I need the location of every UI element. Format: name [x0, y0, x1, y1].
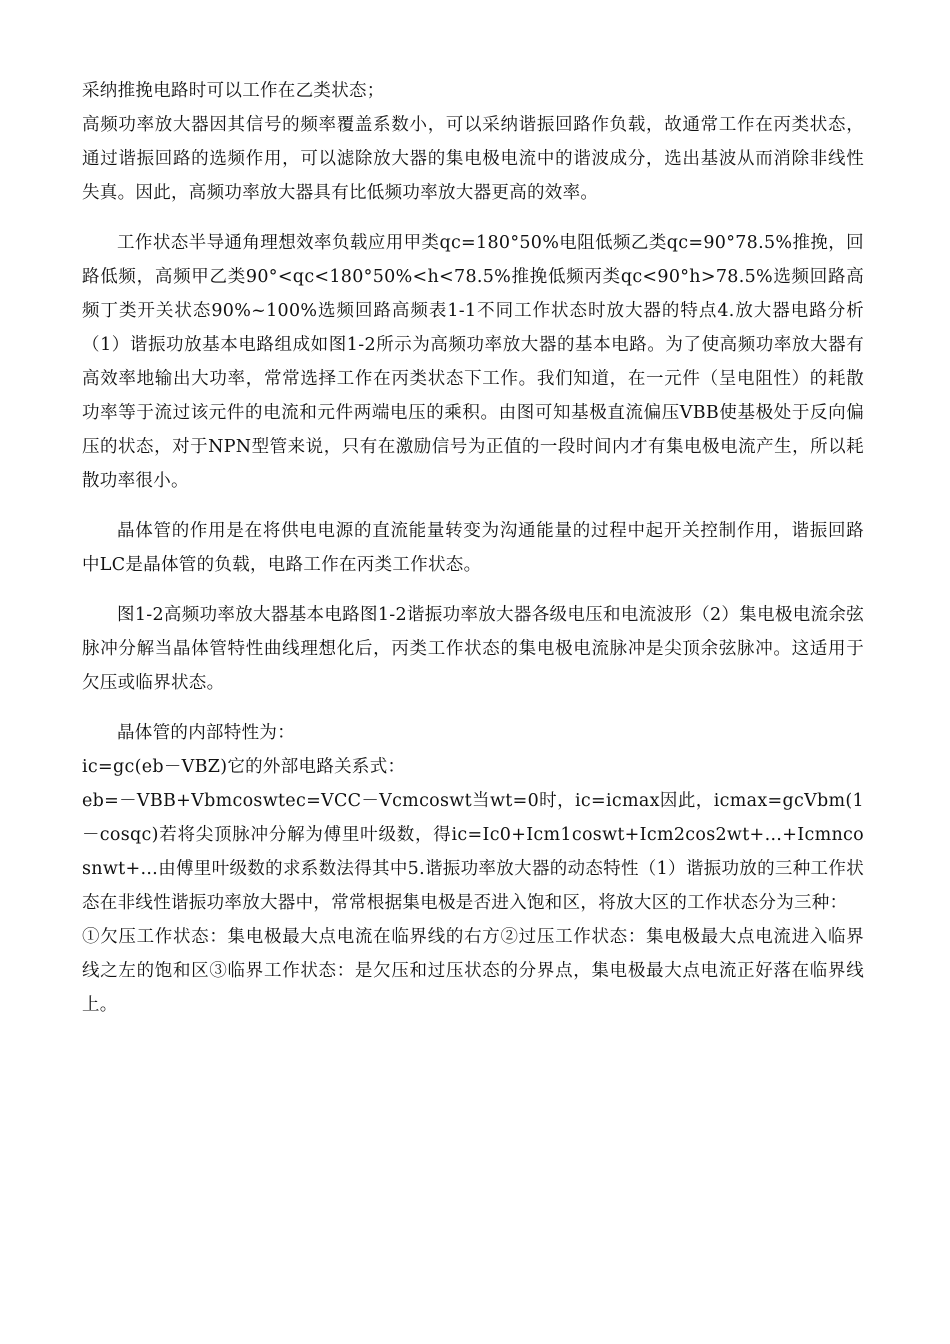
paragraph-hf-amplifier-intro: 高频功率放大器因其信号的频率覆盖系数小，可以采纳谐振回路作负载，故通常工作在丙类状态，通过谐振回路的选频作用，可以滤除放大器的集电极电流中的谐波成分，选出基波从而消除非线性失真。因此，高频功率放大器具有比低频功率放大器更高的效率。 [82, 115, 864, 203]
paragraph-ic-formula: ic=gc(eb－VBZ)它的外部电路关系式： [82, 757, 406, 777]
paragraph-internal-characteristic: 晶体管的内部特性为： [117, 723, 295, 743]
paragraph-transistor-role: 晶体管的作用是在将供电电源的直流能量转变为沟通能量的过程中起开关控制作用，谐振回路中LC是晶体管的负载，电路工作在丙类工作状态。 [82, 521, 864, 575]
paragraph-three-states: ①欠压工作状态：集电极最大点电流在临界线的右方②过压工作状态：集电极最大点电流进入临界线之左的饱和区③临界工作状态：是欠压和过压状态的分界点，集电极最大点电流正好落在临界线上。 [82, 927, 864, 1015]
paragraph-working-states: 工作状态半导通角理想效率负载应用甲类qc=180°50%电阻低频乙类qc=90°78.5%推挽，回路低频，高频甲乙类90°<qc<180°50%<h<78.5%推挽低频丙类qc<90°h>78.5%选频回路高频丁类开关状态90%~100%选频回路高频表1-1不同工作状态时放大器的特点4.放大器电路分析（1）谐振功放基本电路组成如图1-2所示为高频功率放大器的基本电路。为了使高频功率放大器有高效率地输出大功率，常常选择工作在丙类状态下工作。我们知道，在一元件（呈电阻性）的耗散功率等于流过该元件的电流和元件两端电压的乘积。由图可知基极直流偏压VBB使基极处于反向偏压的状态，对于NPN型管来说，只有在激励信号为正值的一段时间内才有集电极电流产生，所以耗散功率很小。 [82, 233, 864, 491]
paragraph-cosine-pulse: 图1-2高频功率放大器基本电路图1-2谐振功率放大器各级电压和电流波形（2）集电极电流余弦脉冲分解当晶体管特性曲线理想化后，丙类工作状态的集电极电流脉冲是尖顶余弦脉冲。这适用于欠压或临界状态。 [82, 605, 864, 693]
paragraph-push-pull: 采纳推挽电路时可以工作在乙类状态； [82, 81, 385, 101]
document-body [82, 74, 864, 1022]
paragraph-fourier-series: eb=－VBB+Vbmcoswtec=VCC－Vcmcoswt当wt=0时，ic=icmax因此，icmax=gcVbm(1－cosqc)若将尖顶脉冲分解为傅里叶级数，得ic=Ic0+Icm1coswt+Icm2cos2wt+…+Icmncosnwt+…由傅里叶级数的求系数法得其中5.谐振功率放大器的动态特性（1）谐振功放的三种工作状态在非线性谐振功率放大器中，常常根据集电极是否进入饱和区，将放大区的工作状态分为三种： [82, 791, 864, 913]
